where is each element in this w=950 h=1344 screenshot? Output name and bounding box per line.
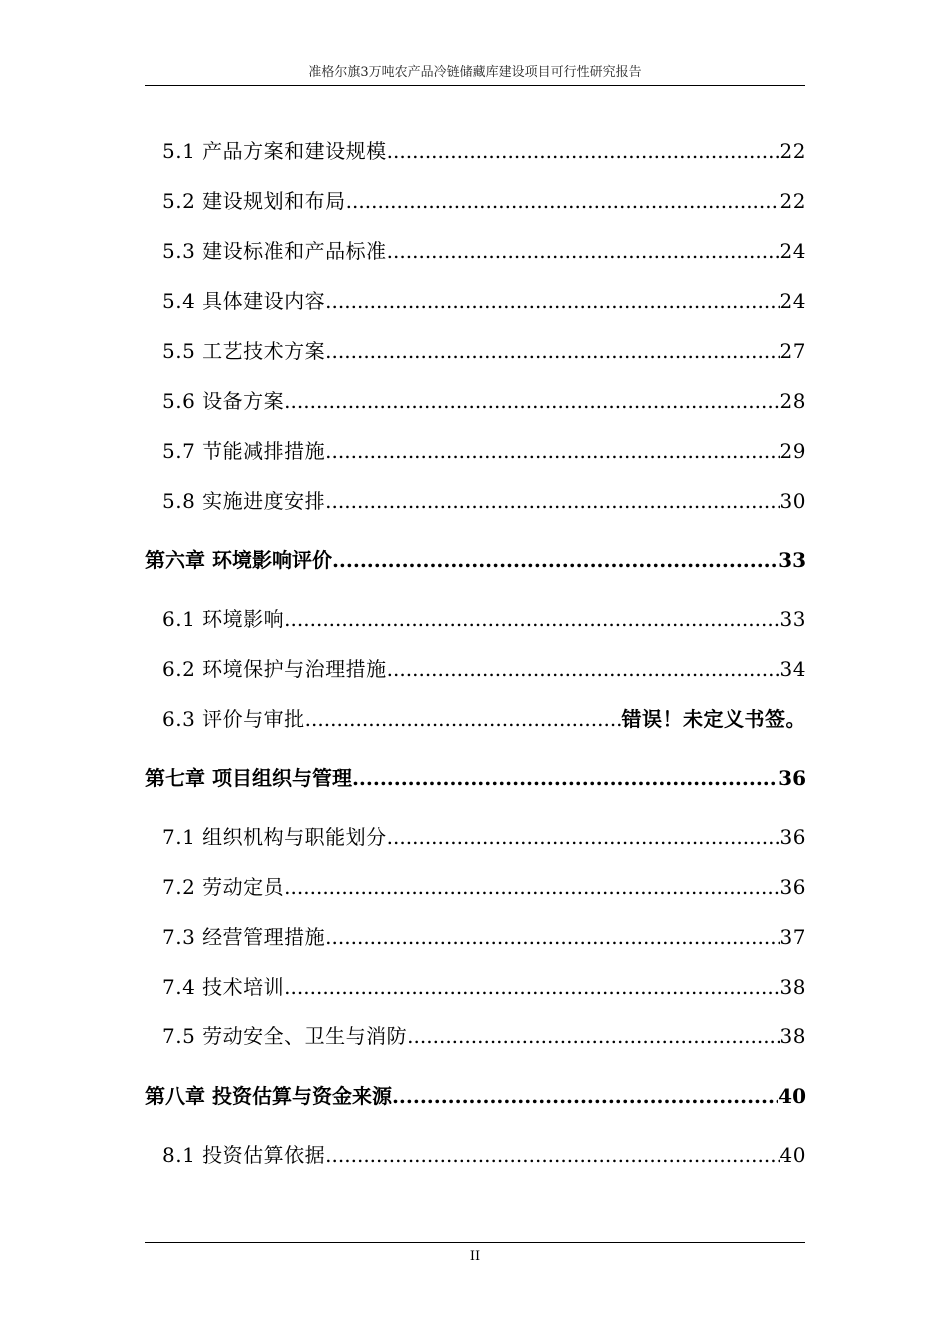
toc-entry-5-8[interactable] (162, 486, 806, 516)
toc-entry-title: 7.2 劳动定员 (162, 875, 285, 899)
toc-bookmark-error: 错误！未定义书签。 (621, 707, 806, 731)
toc-dot-leader (325, 1140, 779, 1170)
toc-chapter-8[interactable] (145, 1081, 806, 1111)
toc-entry-page: 22 (779, 189, 806, 213)
running-header: 准格尔旗3万吨农产品冷链储藏库建设项目可行性研究报告 (308, 65, 642, 80)
toc-entry-page: 24 (779, 289, 806, 313)
toc-entry-title: 5.8 实施进度安排 (162, 489, 326, 513)
toc-dot-leader (284, 386, 779, 416)
toc-entry-5-6[interactable] (162, 386, 806, 416)
toc-entry-title: 5.4 具体建设内容 (162, 289, 326, 313)
toc-dot-leader (387, 236, 780, 266)
toc-entry-5-4[interactable] (162, 286, 806, 316)
page-number: II (469, 1249, 481, 1264)
toc-entry-page: 38 (779, 1024, 806, 1048)
toc-dot-leader (407, 1021, 779, 1051)
toc-entry-7-4[interactable] (162, 972, 806, 1002)
toc-entry-5-7[interactable] (162, 436, 806, 466)
toc-entry-title: 7.5 劳动安全、卫生与消防 (162, 1024, 408, 1048)
toc-dot-leader (387, 136, 780, 166)
toc-dot-leader (284, 872, 779, 902)
toc-entry-title: 8.1 投资估算依据 (162, 1143, 326, 1167)
toc-entry-page: 37 (779, 925, 806, 949)
toc-chapter-7[interactable] (145, 763, 806, 793)
toc-entry-page: 22 (779, 139, 806, 163)
toc-chapter-page: 33 (778, 548, 806, 572)
toc-chapter-page: 40 (778, 1084, 806, 1108)
toc-dot-leader (325, 336, 779, 366)
toc-entry-title: 5.3 建设标准和产品标准 (162, 239, 387, 263)
toc-entry-page: 40 (779, 1143, 806, 1167)
toc-entry-title: 5.7 节能减排措施 (162, 439, 326, 463)
toc-entry-8-1[interactable] (162, 1140, 806, 1170)
toc-dot-leader (332, 545, 778, 575)
toc-dot-leader (346, 186, 780, 216)
toc-entry-5-3[interactable] (162, 236, 806, 266)
toc-chapter-6[interactable] (145, 545, 806, 575)
toc-chapter-page: 36 (778, 766, 806, 790)
toc-dot-leader (284, 972, 779, 1002)
toc-entry-6-2[interactable] (162, 654, 806, 684)
toc-entry-page: 33 (779, 607, 806, 631)
toc-entry-5-5[interactable] (162, 336, 806, 366)
toc-entry-page: 29 (779, 439, 806, 463)
toc-dot-leader (325, 486, 779, 516)
toc-entry-title: 7.3 经营管理措施 (162, 925, 326, 949)
toc-entry-title: 5.2 建设规划和布局 (162, 189, 346, 213)
toc-entry-page: 38 (779, 975, 806, 999)
toc-entry-title: 5.6 设备方案 (162, 389, 285, 413)
footer-divider (145, 1242, 805, 1243)
toc-entry-5-1[interactable] (162, 136, 806, 166)
toc-chapter-title: 第八章 投资估算与资金来源 (145, 1084, 392, 1108)
toc-entry-page: 24 (779, 239, 806, 263)
toc-entry-title: 6.3 评价与审批 (162, 707, 305, 731)
toc-chapter-title: 第六章 环境影响评价 (145, 548, 332, 572)
toc-dot-leader (284, 604, 779, 634)
toc-entry-page: 30 (779, 489, 806, 513)
toc-entry-page: 28 (779, 389, 806, 413)
toc-entry-title: 6.2 环境保护与治理措施 (162, 657, 387, 681)
toc-dot-leader (392, 1081, 778, 1111)
toc-entry-title: 7.4 技术培训 (162, 975, 285, 999)
toc-entry-5-2[interactable] (162, 186, 806, 216)
toc-dot-leader (325, 922, 779, 952)
toc-entry-title: 5.1 产品方案和建设规模 (162, 139, 387, 163)
toc-entry-7-1[interactable] (162, 822, 806, 852)
toc-entry-6-3[interactable] (162, 704, 806, 734)
toc-entry-page: 34 (779, 657, 806, 681)
toc-entry-page: 27 (779, 339, 806, 363)
toc-chapter-title: 第七章 项目组织与管理 (145, 766, 352, 790)
toc-entry-title: 6.1 环境影响 (162, 607, 285, 631)
toc-entry-7-5[interactable] (162, 1021, 806, 1051)
toc-entry-title: 5.5 工艺技术方案 (162, 339, 326, 363)
toc-entry-page: 36 (779, 875, 806, 899)
toc-dot-leader (325, 436, 779, 466)
toc-dot-leader (325, 286, 779, 316)
toc-entry-7-3[interactable] (162, 922, 806, 952)
toc-dot-leader (387, 654, 780, 684)
toc-dot-leader (352, 763, 778, 793)
toc-entry-title: 7.1 组织机构与职能划分 (162, 825, 387, 849)
toc-entry-6-1[interactable] (162, 604, 806, 634)
toc-dot-leader (305, 704, 622, 734)
toc-entry-7-2[interactable] (162, 872, 806, 902)
toc-dot-leader (387, 822, 780, 852)
toc-entry-page: 36 (779, 825, 806, 849)
